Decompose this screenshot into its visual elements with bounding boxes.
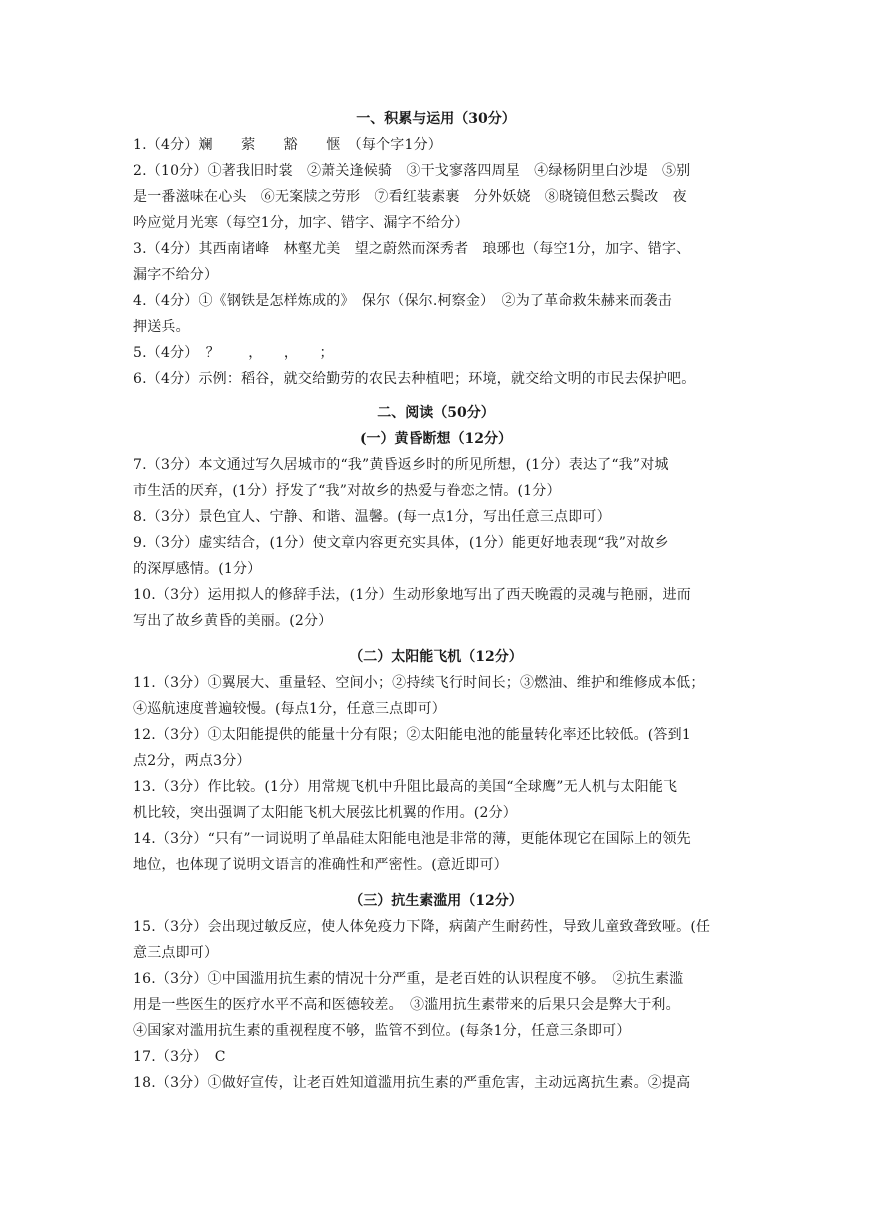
text-line: 押送兵。 xyxy=(133,319,190,335)
text-line: 11.（3分）①翼展大、重量轻、空间小；②持续飞行时间长；③燃油、维护和维修成本低； xyxy=(133,675,705,691)
sub2-body xyxy=(133,670,739,878)
text-line: 2.（10分）①著我旧时裳 ②萧关逢候骑 ③干戈寥落四周星 ④绿杨阴里白沙堤 ⑤别 xyxy=(133,163,691,179)
text-line: 13.（3分）作比较。(1分）用常规飞机中升阻比最高的美国“全球鹰”无人机与太阳能飞 xyxy=(133,779,678,795)
text-line: 9.（3分）虚实结合，(1分）使文章内容更充实具体，(1分）能更好地表现“我”对故乡 xyxy=(133,535,669,551)
text-line: 14.（3分）“只有”一词说明了单晶硅太阳能电池是非常的薄，更能体现它在国际上的领先 xyxy=(133,831,691,847)
text-line: 用是一些医生的医疗水平不高和医德较差。 ③滥用抗生素带来的后果只会是弊大于利。 xyxy=(133,997,680,1013)
text-line: 18.（3分）①做好宣传，让老百姓知道滥用抗生素的严重危害，主动远离抗生素。②提高 xyxy=(133,1075,691,1091)
sub3-title: （三）抗生素滥用（12分） xyxy=(349,893,523,909)
section1-body xyxy=(133,132,739,392)
text-line: 16.（3分）①中国滥用抗生素的情况十分严重，是老百姓的认识程度不够。 ②抗生素滥 xyxy=(133,971,684,987)
section1-title: 一、积累与运用（30分） xyxy=(356,111,516,127)
text-line: 3.（4分）其西南诸峰 林壑尤美 望之蔚然而深秀者 琅琊也（每空1分，加字、错字、 xyxy=(133,241,691,257)
text-line: ④巡航速度普遍较慢。(每点1分，任意三点即可） xyxy=(133,701,446,717)
text-line: 12.（3分）①太阳能提供的能量十分有限；②太阳能电池的能量转化率还比较低。(答到1 xyxy=(133,727,691,743)
text-line: 是一番滋味在心头 ⑥无案牍之劳形 ⑦看红装素裹 分外妖娆 ⑧晓镜但愁云鬓改 夜 xyxy=(133,189,687,205)
text-line: 6.（4分）示例：稻谷，就交给勤劳的农民去种植吧；环境，就交给文明的市民去保护吧。 xyxy=(133,371,696,387)
answer-key-page xyxy=(133,106,739,1096)
text-line: 漏字不给分） xyxy=(133,267,219,283)
text-line: 15.（3分）会出现过敏反应，使人体免疫力下降，病菌产生耐药性，导致儿童致聋致哑。(任 xyxy=(133,919,711,935)
text-line: 点2分，两点3分） xyxy=(133,753,251,769)
sub2-title: （二）太阳能飞机（12分） xyxy=(349,649,523,665)
text-line: 地位，也体现了说明文语言的准确性和严密性。(意近即可） xyxy=(133,857,508,873)
text-line: 5.（4分） ？ ， ， ； xyxy=(133,345,334,361)
sub3-body xyxy=(133,914,739,1096)
text-line: ④国家对滥用抗生素的重视程度不够，监管不到位。(每条1分，任意三条即可） xyxy=(133,1023,631,1039)
text-line: 8.（3分）景色宜人、宁静、和谐、温馨。(每一点1分，写出任意三点即可） xyxy=(133,509,611,525)
text-line: 意三点即可） xyxy=(133,945,219,961)
text-line: 10.（3分）运用拟人的修辞手法，(1分）生动形象地写出了西天晚霞的灵魂与艳丽，进而 xyxy=(133,587,691,603)
text-line: 市生活的厌弃，(1分）抒发了“我”对故乡的热爱与眷恋之情。(1分） xyxy=(133,483,561,499)
text-line: 写出了故乡黄昏的美丽。(2分） xyxy=(133,613,333,629)
text-line: 17.（3分） C xyxy=(133,1049,226,1065)
sub1-body xyxy=(133,452,739,634)
section2-title: 二、阅读（50分） xyxy=(377,405,495,421)
sub1-title: (一）黄昏断想（12分） xyxy=(359,431,513,447)
text-line: 吟应觉月光寒（每空1分，加字、错字、漏字不给分） xyxy=(133,215,469,231)
text-line: 4.（4分）①《钢铁是怎样炼成的》 保尔（保尔.柯察金） ②为了革命救朱赫来而袭击 xyxy=(133,293,672,309)
text-line: 机比较，突出强调了太阳能飞机大展弦比机翼的作用。(2分） xyxy=(133,805,517,821)
text-line: 7.（3分）本文通过写久居城市的“我”黄昏返乡时的所见所想，(1分）表达了“我”对城 xyxy=(133,457,669,473)
text-line: 的深厚感情。(1分） xyxy=(133,561,262,577)
text-line: 1.（4分）斓 萦 豁 惬 （每个字1分） xyxy=(133,137,442,153)
